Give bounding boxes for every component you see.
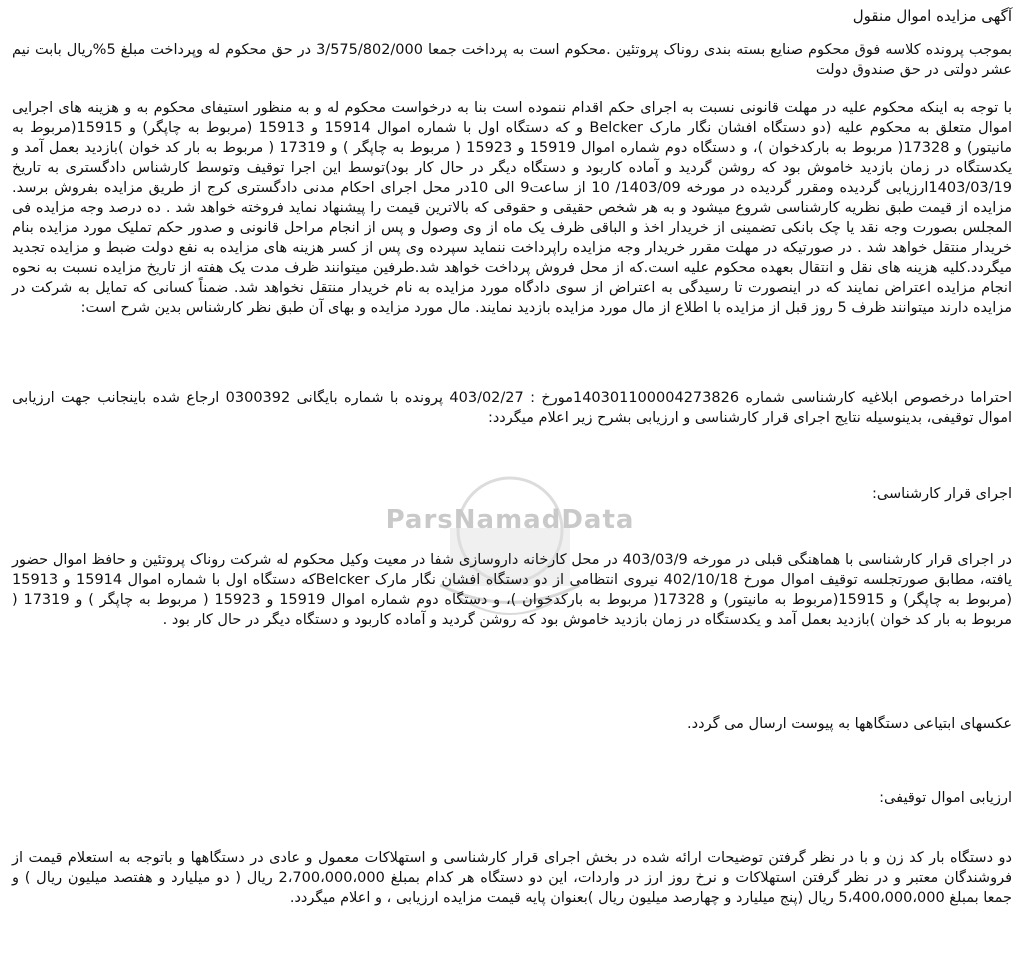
watermark-brand-text: ParsNamadData bbox=[385, 505, 635, 535]
paragraph-valuation: دو دستگاه بار کد زن و با در نظر گرفتن توضیحات ارائه شده در بخش اجرای قرار کارشناسی و استهلاکات معمول و عادی در دستگاهها و باتوجه به استعلام قیمت از فروشندگان معتبر و در نظر گرفتن استهلاکات و نرخ روز ارز در واردات، این دو دستگاه هر کدام بمبلغ 2،700،000،000 ریال ( دو میلیارد و هفتصد میلیون ریال ) و جمعا بمبلغ 5،400،000،000 ریال (پنج میلیارد و چهارصد میلیون ریال )بعنوان پایه قیمت مزایده ارزیابی ، و اعلام میگردد. bbox=[12, 850, 1013, 906]
paragraph-photos: عکسهای ابتیاعی دستگاهها به پیوست ارسال می گردد. bbox=[687, 716, 1012, 732]
heading-valuation: ارزیابی اموال توقیفی: bbox=[879, 790, 1012, 806]
notice-title: آگهی مزایده اموال منقول bbox=[852, 7, 1012, 25]
paragraph-auction-terms: با توجه به اینکه محکوم علیه در مهلت قانونی نسبت به اجرای حکم اقدام ننموده است بنا به درخواست محکوم له و به منظور استیفای محکوم به و هزینه های اجرایی اموال متعلق به محکوم علیه (دو دستگاه افشان نگار مارک Belcker و که دستگاه اول با شماره اموال 15914 و 15913 (مربوط به چاپگر) و 15915(مربوط به مانیتور) و 17328( مربوط به بارکدخوان )، و دستگاه دوم شماره اموال 15919 و 15923 ( مربوط به چاپگر ) و 17319 ( مربوط به بار کد خوان )بازدید بعمل آمد و یکدستگاه در زمان بازدید خاموش بود که روشن گردید و آماده کاربود و دستگاه دیگر در حال کار بود)توسط این اجرا توقیف وتوسط کارشناس دادگستری به تاریخ 1403/03/19ارزیابی گردیده ومقرر گردیده در مورخه 1403/09/ 10 از ساعت9 الی 10در محل اجرای احکام مدنی دادگستری کرج از طریق مزایده بفروش برسد. مزایده از قیمت طبق نظریه کارشناسی شروع میشود و به هر شخص حقیقی و حقوقی که بالاترین قیمت را پیشنهاد نماید فروخته خواهد شد . ده درصد وجه مزایده فی المجلس بصورت وجه نقد یا چک بانکی تضمینی از خریدار اخذ و الباقی ظرف یک ماه از وی وصول و پس از انجام مراحل قانونی و صدور حکم تملیک مورد مزایده بنام خریدار منتقل خواهد شد . در صورتیکه در مهلت مقرر خریدار وجه مزایده راپرداخت ننماید سپرده وی پس از کسر هزینه های مزایده به نفع دولت ضبط و مزایده تجدید میگردد.کلیه هزینه های نقل و انتقال بعهده محکوم علیه است.که از محل فروش پرداخت خواهد شد.طرفین میتوانند ظرف مدت یک هفته از تاریخ مزایده نسبت به نحوه انجام مزایده اعتراض نمایند که در اینصورت تا رسیدگی به اعتراض از سوی دادگاه مورد مزایده به نام خریدار منتقل نخواهد شد. ضمناً کسانی که تمایل به شرکت در مزایده دارند میتوانند ظرف 5 روز قبل از مزایده با اطلاع از مال مورد مزایده بازدید نمایند. مال مورد مزایده و بهای آن طبق نظر کارشناس بدین شرح است: bbox=[12, 100, 1013, 316]
paragraph-judgment: بموجب پرونده کلاسه فوق محکوم صنایع بسته بندی روناک پروتئین .محکوم است به پرداخت جمعا 3/575/802/000 در حق محکوم له وپرداخت مبلغ 5%ریال بابت نیم عشر دولتی در حق صندوق دولت bbox=[12, 42, 1012, 78]
heading-expert-execution: اجرای قرار کارشناسی: bbox=[872, 486, 1012, 502]
paragraph-inspection: در اجرای قرار کارشناسی با هماهنگی قبلی در مورخه 403/03/9 در محل کارخانه داروسازی شفا در معیت وکیل محکوم له شرکت روناک پروتئین و حافظ اموال حضور یافته، مطابق صورتجلسه توقیف اموال مورخ 402/10/18 نیروی انتظامی از دو دستگاه افشان نگار مارک Belckerکه دستگاه اول با شماره اموال 15914 و 15913 (مربوط به چاپگر) و 15915(مربوط به مانیتور) و 17328( مربوط به بارکدخوان )، و دستگاه دوم شماره اموال 15919 و 15923 ( مربوط به چاپگر ) و 17319 ( مربوط به بار کد خوان )بازدید بعمل آمد و یکدستگاه در زمان بازدید خاموش بود که روشن گردید و آماده کاربود و دستگاه دیگر در حال کار بود . bbox=[12, 552, 1013, 628]
paragraph-expert-reference: احتراما درخصوص ابلاغیه کارشناسی شماره 140301100004273826مورخ : 403/02/27 پرونده با شماره بایگانی 0300392 ارجاع شده باینجانب جهت ارزیابی اموال توقیفی، بدینوسیله نتایج اجرای قرار کارشناسی و ارزیابی بشرح زیر اعلام میگردد: bbox=[12, 390, 1012, 426]
